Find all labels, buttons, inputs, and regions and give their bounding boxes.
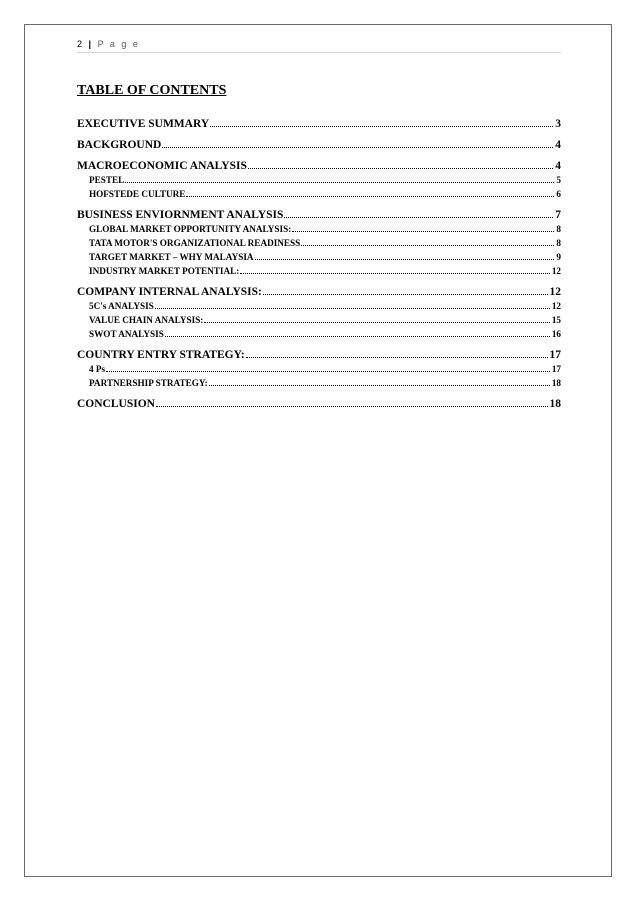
toc-entry-4-ps[interactable] (77, 364, 561, 378)
toc-entry-label: CONCLUSION (77, 398, 155, 410)
toc-entry-page: 4 (555, 160, 561, 172)
dot-leader (204, 322, 549, 323)
toc-entry-page: 8 (556, 224, 561, 234)
toc-entry-page: 3 (555, 118, 561, 130)
dot-leader (255, 259, 555, 260)
toc-entry-page: 12 (551, 266, 561, 276)
toc-entry-page: 8 (556, 238, 561, 248)
toc-entry-label: EXECUTIVE SUMMARY (77, 118, 210, 130)
page-number: 2 (77, 39, 85, 49)
toc-entry-page: 7 (555, 209, 561, 221)
toc-entry-page: 9 (556, 252, 561, 262)
toc-entry-global-market-opportunity[interactable] (77, 224, 561, 238)
dot-leader (263, 294, 548, 295)
toc-entry-label: COMPANY INTERNAL ANALYSIS: (77, 286, 262, 298)
toc-entry-page: 16 (551, 329, 561, 339)
toc-entry-macroeconomic-analysis[interactable] (77, 160, 561, 175)
toc-entry-page: 15 (551, 315, 561, 325)
toc-entry-5cs-analysis[interactable] (77, 301, 561, 315)
toc-entry-label: INDUSTRY MARKET POTENTIAL: (89, 266, 240, 276)
header-separator: | (88, 39, 94, 49)
toc-entry-label: BACKGROUND (77, 139, 162, 151)
toc-entry-label: TATA MOTOR'S ORGANIZATIONAL READINESS (89, 238, 301, 248)
toc-entry-country-entry-strategy[interactable] (77, 349, 561, 364)
toc-entry-page: 12 (551, 301, 561, 311)
table-of-contents (77, 118, 561, 413)
dot-leader (106, 371, 550, 372)
header-rule (77, 52, 561, 53)
toc-entry-page: 18 (549, 398, 561, 410)
toc-entry-label: SWOT ANALYSIS (89, 329, 164, 339)
dot-leader (186, 196, 554, 197)
dot-leader (248, 168, 553, 169)
toc-entry-pestel[interactable] (77, 175, 561, 189)
toc-entry-label: 5C's ANALYSIS (89, 301, 154, 311)
toc-entry-business-environment-analysis[interactable] (77, 209, 561, 224)
dot-leader (155, 308, 550, 309)
page-label: P a g e (97, 39, 140, 49)
toc-entry-partnership-strategy[interactable] (77, 378, 561, 392)
dot-leader (210, 126, 553, 127)
toc-entry-organizational-readiness[interactable] (77, 238, 561, 252)
toc-entry-value-chain-analysis[interactable] (77, 315, 561, 329)
toc-entry-label: GLOBAL MARKET OPPORTUNITY ANALYSIS: (89, 224, 292, 234)
toc-entry-page: 6 (556, 189, 561, 199)
toc-entry-label: 4 Ps (89, 364, 106, 374)
dot-leader (156, 406, 548, 407)
toc-entry-label: MACROECONOMIC ANALYSIS (77, 160, 247, 172)
dot-leader (162, 147, 553, 148)
dot-leader (246, 357, 548, 358)
toc-entry-company-internal-analysis[interactable] (77, 286, 561, 301)
toc-entry-page: 5 (556, 175, 561, 185)
toc-entry-swot-analysis[interactable] (77, 329, 561, 343)
toc-entry-label: HOFSTEDE CULTURE (89, 189, 186, 199)
dot-leader (284, 217, 553, 218)
dot-leader (165, 336, 550, 337)
toc-entry-industry-market-potential[interactable] (77, 266, 561, 280)
toc-entry-page: 12 (549, 286, 561, 298)
dot-leader (301, 245, 554, 246)
toc-entry-page: 4 (555, 139, 561, 151)
page-header (77, 39, 140, 49)
dot-leader (292, 231, 554, 232)
toc-entry-page: 17 (551, 364, 561, 374)
toc-entry-label: PARTNERSHIP STRATEGY: (89, 378, 208, 388)
toc-entry-executive-summary[interactable] (77, 118, 561, 133)
toc-entry-label: VALUE CHAIN ANALYSIS: (89, 315, 204, 325)
toc-title: TABLE OF CONTENTS (77, 83, 227, 98)
toc-entry-target-market[interactable] (77, 252, 561, 266)
toc-entry-label: TARGET MARKET – WHY MALAYSIA (89, 252, 254, 262)
dot-leader (125, 182, 554, 183)
toc-entry-label: BUSINESS ENVIORNMENT ANALYSIS (77, 209, 284, 221)
toc-entry-hofstede-culture[interactable] (77, 189, 561, 203)
dot-leader (209, 385, 550, 386)
toc-entry-background[interactable] (77, 139, 561, 154)
toc-entry-conclusion[interactable] (77, 398, 561, 413)
toc-entry-page: 18 (551, 378, 561, 388)
dot-leader (240, 273, 550, 274)
toc-entry-label: PESTEL (89, 175, 125, 185)
toc-entry-page: 17 (549, 349, 561, 361)
toc-entry-label: COUNTRY ENTRY STRATEGY: (77, 349, 245, 361)
